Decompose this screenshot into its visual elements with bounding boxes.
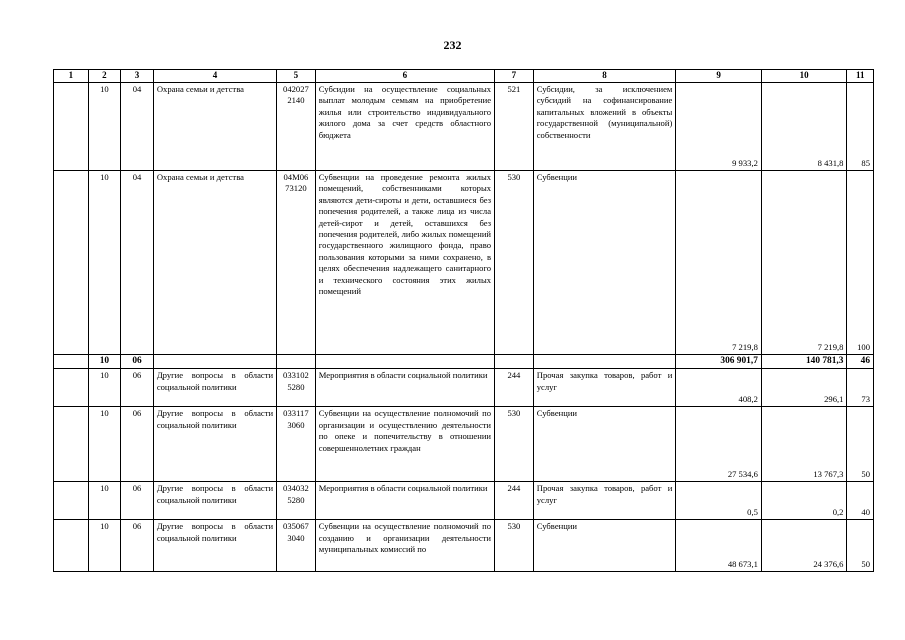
amount-plan: 48 673,1 — [676, 520, 762, 572]
amount-executed: 8 431,8 — [761, 83, 847, 171]
expense-type-name: Прочая закупка товаров, работ и услуг — [533, 369, 676, 407]
blank-cell — [54, 171, 89, 355]
execution-percent: 50 — [847, 520, 874, 572]
execution-percent: 73 — [847, 369, 874, 407]
target-code: 033117 3060 — [277, 407, 316, 482]
expense-type-code — [495, 355, 534, 369]
amount-plan: 7 219,8 — [676, 171, 762, 355]
expense-type-code: 244 — [495, 369, 534, 407]
target-name: Субсидии на осуществление социальных выплат молодым семьям на приобретение жилья или строительство индивидуального жилого дома за счет средств областного бюджета — [315, 83, 494, 171]
column-number: 7 — [495, 70, 534, 83]
amount-executed: 296,1 — [761, 369, 847, 407]
target-name — [315, 355, 494, 369]
blank-cell — [54, 520, 89, 572]
amount-executed: 0,2 — [761, 482, 847, 520]
expense-type-code: 530 — [495, 171, 534, 355]
amount-plan: 306 901,7 — [676, 355, 762, 369]
amount-executed: 140 781,3 — [761, 355, 847, 369]
amount-plan: 0,5 — [676, 482, 762, 520]
section-code: 10 — [88, 355, 121, 369]
expense-type-code: 244 — [495, 482, 534, 520]
amount-plan: 27 534,6 — [676, 407, 762, 482]
execution-percent: 85 — [847, 83, 874, 171]
amount-executed: 13 767,3 — [761, 407, 847, 482]
subsection-code: 06 — [121, 355, 154, 369]
section-name — [153, 355, 276, 369]
table-row — [54, 83, 874, 171]
subtotal-row — [54, 355, 874, 369]
amount-executed: 24 376,6 — [761, 520, 847, 572]
column-number: 5 — [277, 70, 316, 83]
table-body — [54, 70, 874, 572]
target-code: 035067 3040 — [277, 520, 316, 572]
target-name: Субвенции на проведение ремонта жилых помещений, собственниками которых являются дети-сироты и дети, оставшиеся без попечения родителей, а также лица из числа детей-сирот и детей, оставшихся без попечения родителей, либо жилых помещений государственного жилищного фонда, право пользования которыми за ними сохранено, в целях обеспечения надлежащего санитарного и технического состояния этих жилых помещений — [315, 171, 494, 355]
column-number-row — [54, 70, 874, 83]
section-code: 10 — [88, 171, 121, 355]
subsection-code: 04 — [121, 83, 154, 171]
section-name: Охрана семьи и детства — [153, 171, 276, 355]
section-code: 10 — [88, 369, 121, 407]
target-code: 042027 2140 — [277, 83, 316, 171]
subsection-code: 06 — [121, 369, 154, 407]
table-row — [54, 369, 874, 407]
blank-cell — [54, 482, 89, 520]
blank-cell — [54, 83, 89, 171]
column-number: 11 — [847, 70, 874, 83]
column-number: 8 — [533, 70, 676, 83]
target-code: 04М06 73120 — [277, 171, 316, 355]
execution-percent: 46 — [847, 355, 874, 369]
expense-type-name: Субсидии, за исключением субсидий на софинансирование капитальных вложений в объекты государственной (муниципальной) собственности — [533, 83, 676, 171]
column-number: 4 — [153, 70, 276, 83]
target-name: Мероприятия в области социальной политики — [315, 482, 494, 520]
section-code: 10 — [88, 482, 121, 520]
execution-percent: 40 — [847, 482, 874, 520]
target-name: Субвенции на осуществление полномочий по организации и осуществлению деятельности по опеке и попечительству в отношении совершеннолетних граждан — [315, 407, 494, 482]
target-code: 033102 5280 — [277, 369, 316, 407]
amount-plan: 9 933,2 — [676, 83, 762, 171]
section-name: Другие вопросы в области социальной политики — [153, 482, 276, 520]
table-row — [54, 482, 874, 520]
section-name: Другие вопросы в области социальной политики — [153, 369, 276, 407]
section-name: Охрана семьи и детства — [153, 83, 276, 171]
amount-plan: 408,2 — [676, 369, 762, 407]
expense-type-name: Субвенции — [533, 171, 676, 355]
target-code: 034032 5280 — [277, 482, 316, 520]
expense-type-code: 521 — [495, 83, 534, 171]
column-number: 9 — [676, 70, 762, 83]
table-row — [54, 407, 874, 482]
blank-cell — [54, 355, 89, 369]
execution-percent: 100 — [847, 171, 874, 355]
blank-cell — [54, 407, 89, 482]
execution-percent: 50 — [847, 407, 874, 482]
column-number: 2 — [88, 70, 121, 83]
subsection-code: 06 — [121, 407, 154, 482]
expense-type-name: Субвенции — [533, 407, 676, 482]
table-row — [54, 520, 874, 572]
expense-type-name: Субвенции — [533, 520, 676, 572]
subsection-code: 04 — [121, 171, 154, 355]
page-number: 232 — [443, 38, 462, 52]
table-row — [54, 171, 874, 355]
amount-executed: 7 219,8 — [761, 171, 847, 355]
blank-cell — [54, 369, 89, 407]
target-name: Субвенции на осуществление полномочий по созданию и организации деятельности муниципальных комиссий по — [315, 520, 494, 572]
expense-type-code: 530 — [495, 520, 534, 572]
section-code: 10 — [88, 83, 121, 171]
column-number: 1 — [54, 70, 89, 83]
expense-type-name — [533, 355, 676, 369]
expense-type-name: Прочая закупка товаров, работ и услуг — [533, 482, 676, 520]
column-number: 3 — [121, 70, 154, 83]
subsection-code: 06 — [121, 482, 154, 520]
section-code: 10 — [88, 407, 121, 482]
subsection-code: 06 — [121, 520, 154, 572]
section-name: Другие вопросы в области социальной политики — [153, 407, 276, 482]
budget-table — [53, 69, 874, 572]
section-name: Другие вопросы в области социальной политики — [153, 520, 276, 572]
target-name: Мероприятия в области социальной политики — [315, 369, 494, 407]
section-code: 10 — [88, 520, 121, 572]
column-number: 10 — [761, 70, 847, 83]
column-number: 6 — [315, 70, 494, 83]
target-code — [277, 355, 316, 369]
expense-type-code: 530 — [495, 407, 534, 482]
